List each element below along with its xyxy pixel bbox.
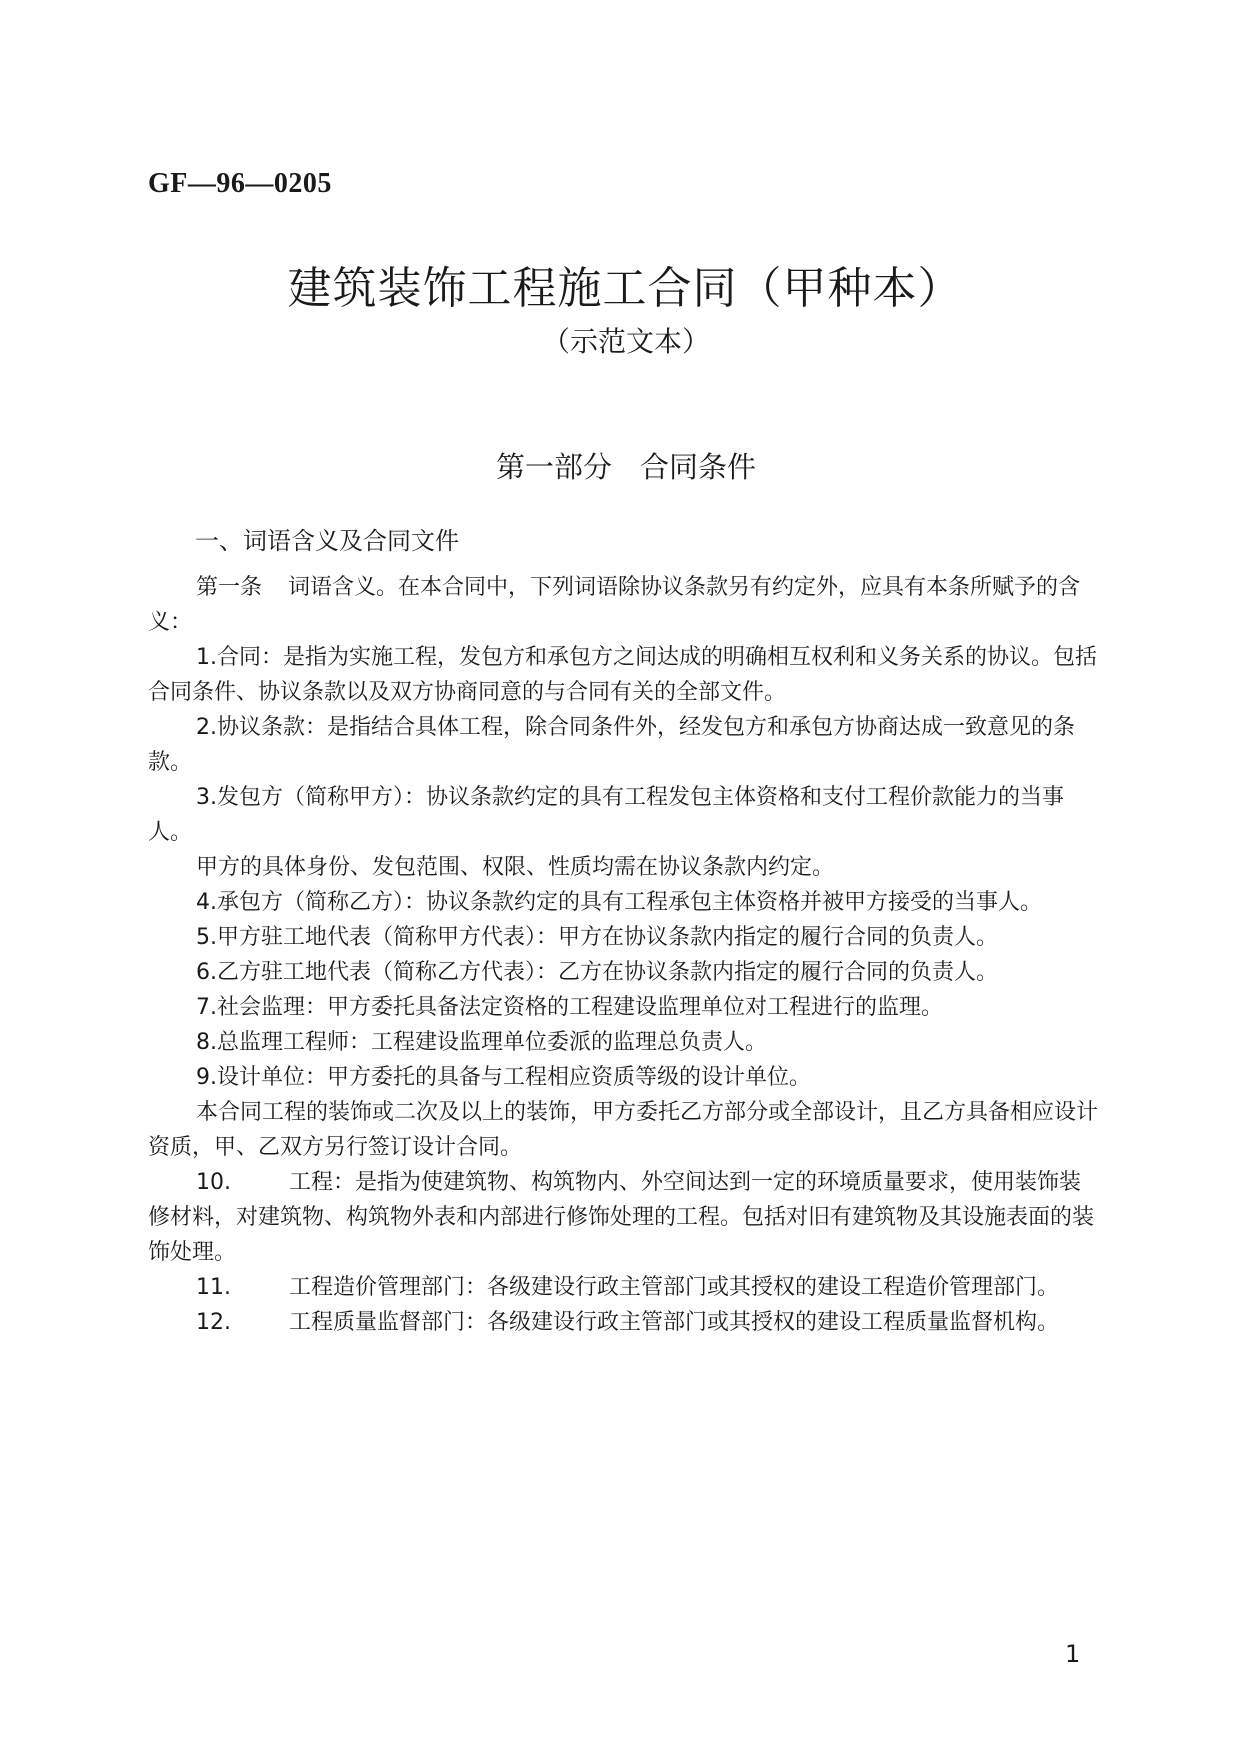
- paragraph: 8.总监理工程师：工程建设监理单位委派的监理总负责人。: [196, 1030, 767, 1055]
- item-number: 10.: [196, 1170, 231, 1195]
- item-number: 11.: [196, 1275, 231, 1300]
- document-body: [148, 570, 1098, 1340]
- item-number: 12.: [196, 1310, 231, 1335]
- paragraph: 甲方的具体身份、发包范围、权限、性质均需在协议条款内约定。: [196, 855, 835, 880]
- article-paragraph: [148, 570, 1098, 640]
- document-title: 建筑装饰工程施工合同（甲种本）: [287, 263, 963, 314]
- item-text: 工程质量监督部门：各级建设行政主管部门或其授权的建设工程质量监督机构。: [289, 1310, 1060, 1335]
- article-label: 第一条: [196, 575, 263, 600]
- numbered-item: [148, 1270, 1098, 1305]
- document-subtitle: （示范文本）: [541, 325, 710, 358]
- document-code: GF—96—0205: [148, 168, 332, 199]
- paragraph: 2.协议条款：是指结合具体工程，除合同条件外，经发包方和承包方协商达成一致意见的条款。: [148, 715, 1075, 775]
- numbered-item: [148, 1305, 1098, 1340]
- paragraph: 6.乙方驻工地代表（简称乙方代表）：乙方在协议条款内指定的履行合同的负责人。: [196, 960, 998, 985]
- item-text: 工程造价管理部门：各级建设行政主管部门或其授权的建设工程造价管理部门。: [289, 1275, 1060, 1300]
- paragraph: 9.设计单位：甲方委托的具备与工程相应资质等级的设计单位。: [196, 1065, 811, 1090]
- item-text: 工程：是指为使建筑物、构筑物内、外空间达到一定的环境质量要求，使用装饰装修材料，对建筑物、构筑物外表和内部进行修饰处理的工程。包括对旧有建筑物及其设施表面的装饰处理。: [148, 1170, 1095, 1265]
- article-text: 词语含义。在本合同中，下列词语除协议条款另有约定外，应具有本条所赋予的含义：: [148, 575, 1081, 635]
- paragraph: 本合同工程的装饰或二次及以上的装饰，甲方委托乙方部分或全部设计，且乙方具备相应设计资质，甲、乙双方另行签订设计合同。: [148, 1100, 1099, 1160]
- page-number: 1: [1065, 1640, 1081, 1668]
- paragraph: 7.社会监理：甲方委托具备法定资格的工程建设监理单位对工程进行的监理。: [196, 995, 943, 1020]
- part-number: 第一部分: [495, 450, 612, 484]
- paragraph: 5.甲方驻工地代表（简称甲方代表）：甲方在协议条款内指定的履行合同的负责人。: [196, 925, 998, 950]
- paragraph: 4.承包方（简称乙方）：协议条款约定的具有工程承包主体资格并被甲方接受的当事人。: [196, 890, 1042, 915]
- part-title: 合同条件: [640, 450, 757, 484]
- part-heading: [0, 445, 1240, 486]
- section-heading: 一、词语含义及合同文件: [195, 527, 459, 555]
- paragraph: 1.合同：是指为实施工程，发包方和承包方之间达成的明确相互权利和义务关系的协议。包括合同条件、协议条款以及双方协商同意的与合同有关的全部文件。: [148, 645, 1097, 705]
- numbered-item: [148, 1165, 1098, 1270]
- paragraph: 3.发包方（简称甲方）：协议条款约定的具有工程发包主体资格和支付工程价款能力的当事人。: [148, 785, 1064, 845]
